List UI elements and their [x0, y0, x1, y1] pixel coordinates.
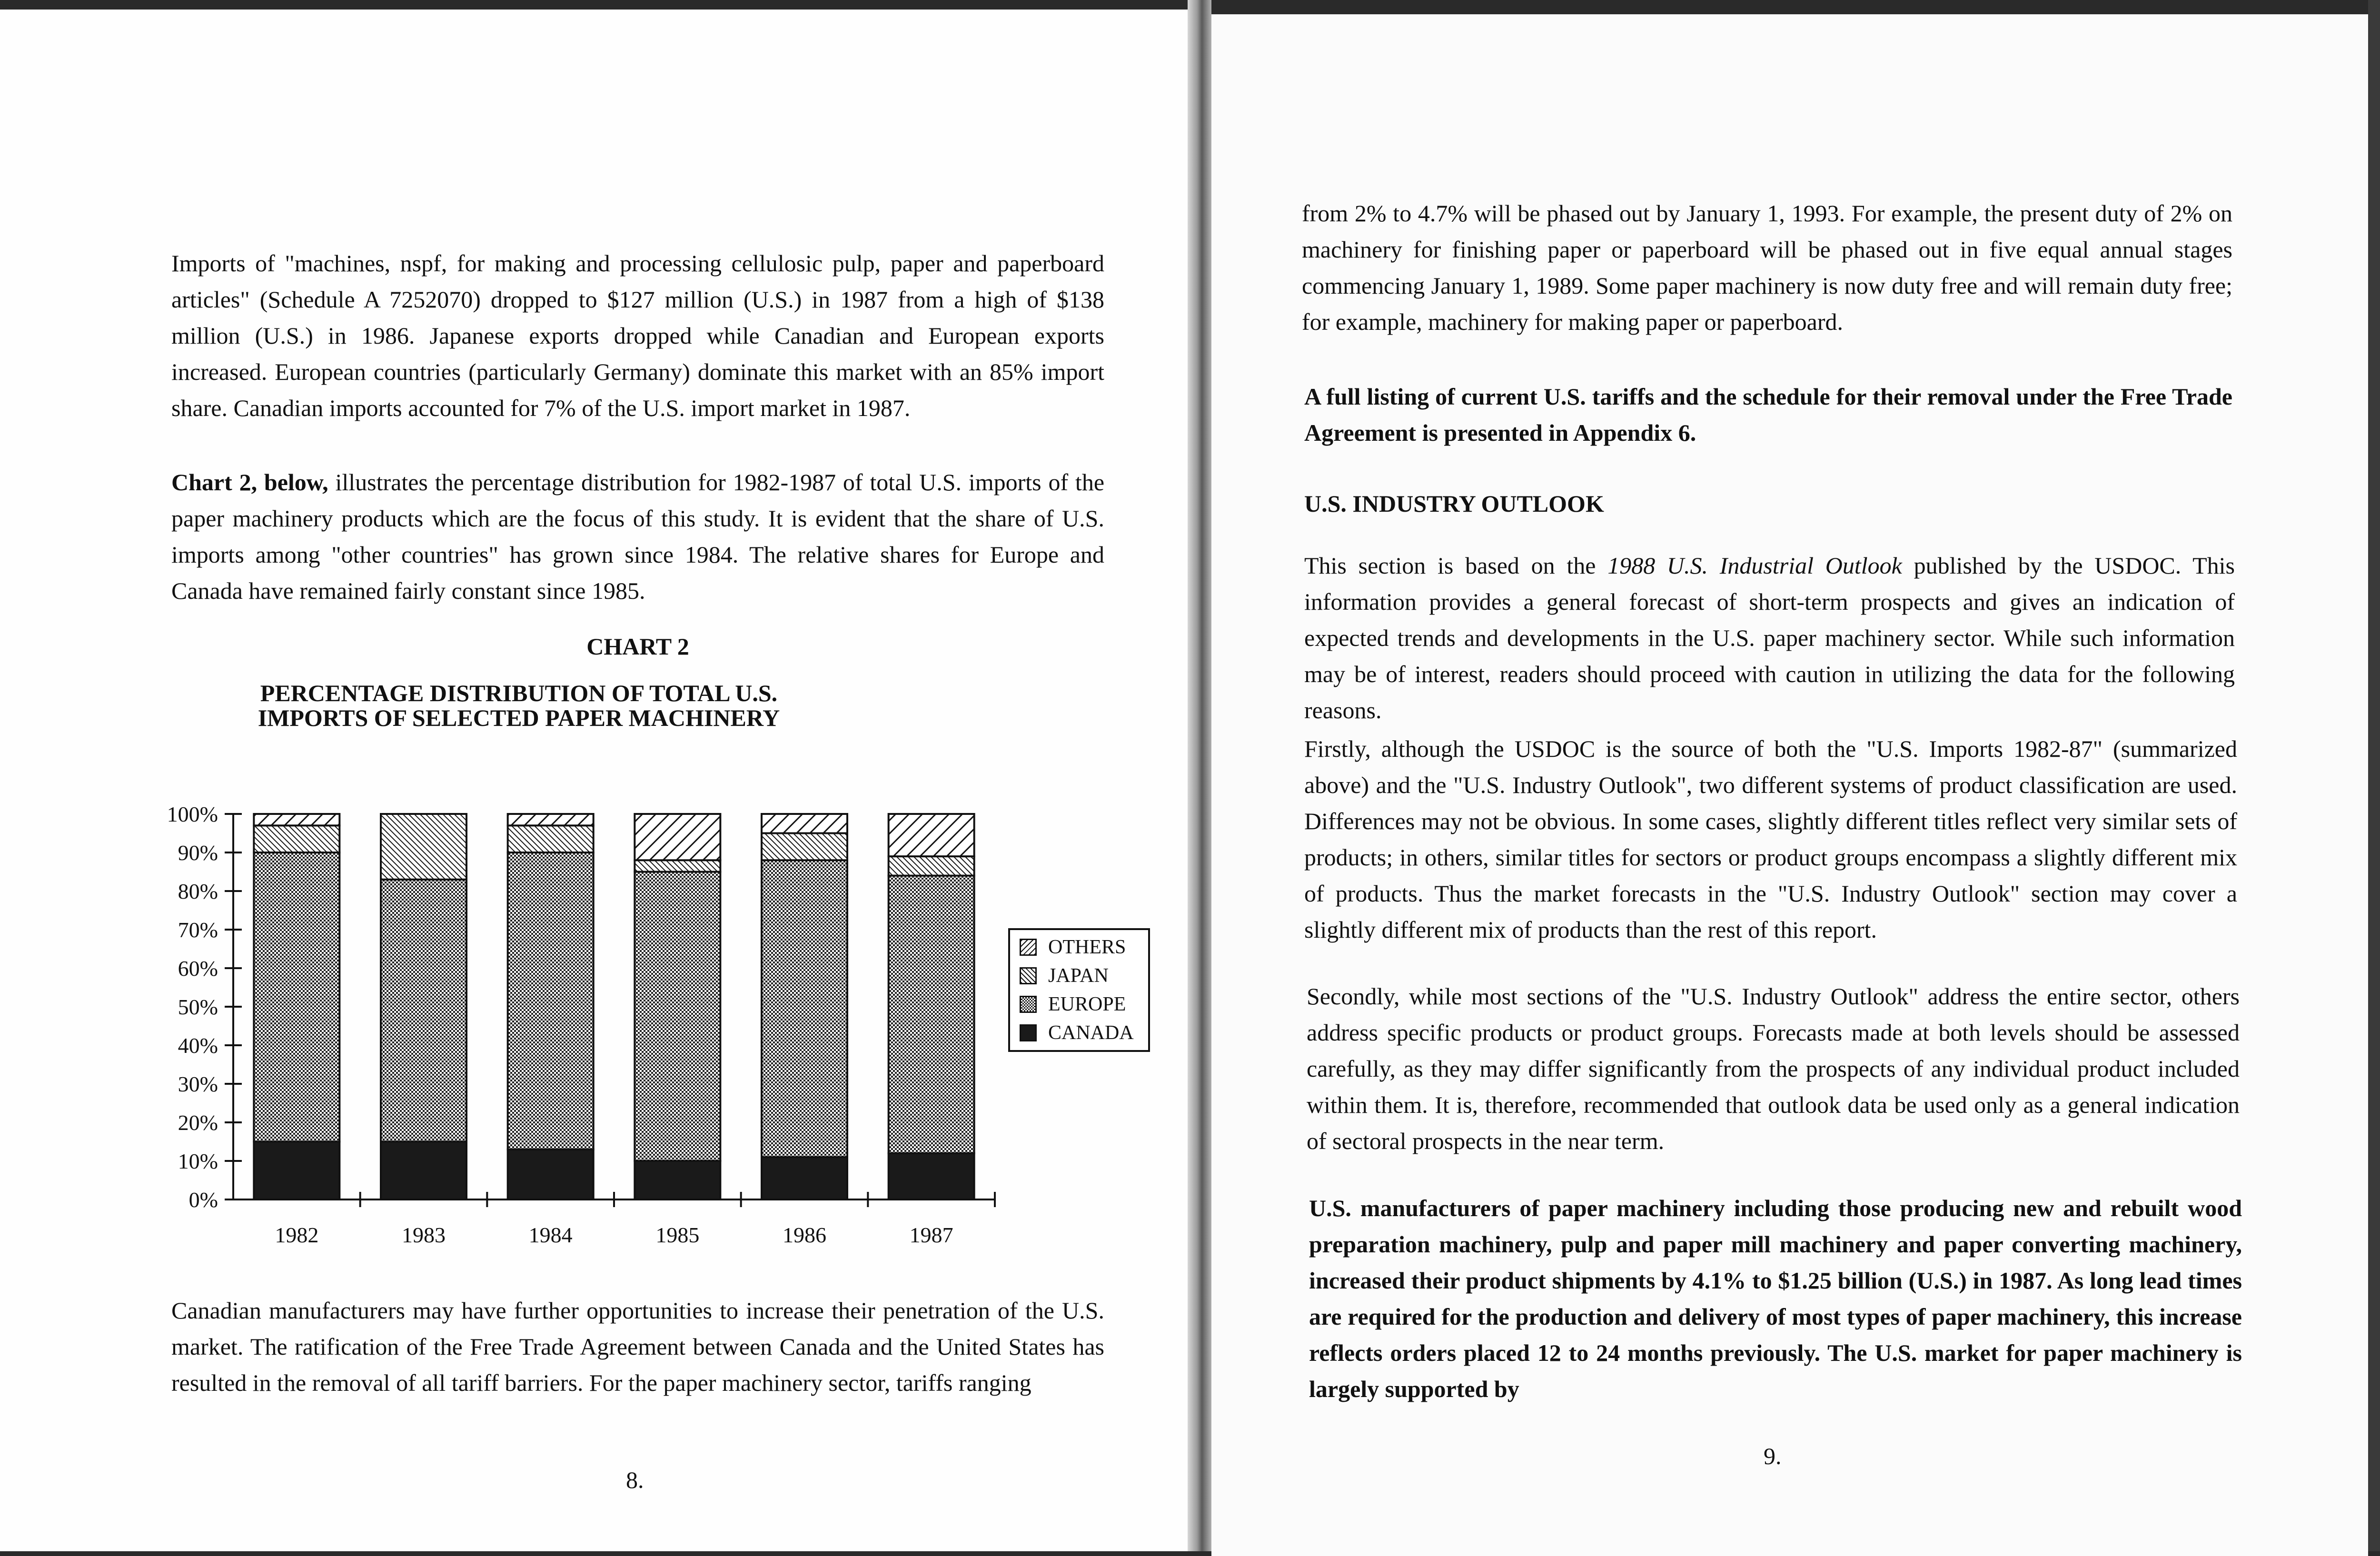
- bar-segment-others-1984: [508, 814, 594, 825]
- legend-item-others: [1020, 933, 1139, 961]
- x-tick-label: 1982: [275, 1223, 319, 1247]
- stacked-bar-chart: [162, 762, 1047, 1266]
- y-tick-label: 40%: [178, 1033, 218, 1058]
- bar-segment-canada-1982: [254, 1142, 339, 1200]
- right-paragraph-1: from 2% to 4.7% will be phased out by January 1, 1993. For example, the present duty of 2% on machinery for finishing paper or paperboard will be phased out in five equal annual stages commencing January 1, 1989. Some paper machinery is now duty free and will remain duty free; for example, machinery for making paper or paperboard.: [1302, 200, 2232, 335]
- bar-segment-others-1985: [635, 814, 720, 860]
- bar-segment-europe-1986: [762, 860, 847, 1157]
- y-tick-label: 70%: [178, 918, 218, 942]
- bar-segment-canada-1987: [889, 1153, 974, 1199]
- legend-item-japan: [1020, 961, 1139, 990]
- bar-segment-canada-1983: [381, 1142, 466, 1200]
- legend-label: OTHERS: [1048, 936, 1126, 958]
- publication-title: 1988 U.S. Industrial Outlook: [1607, 552, 1902, 579]
- right-paragraph-6: U.S. manufacturers of paper machinery including those producing new and rebuilt wood preparation machinery, pulp and paper mill machinery and paper converting machinery, increased their product shipments by 4.1% to $1.25 billion (U.S.) in 1987. As long lead times are required for the production and delivery of most types of paper machinery, this increase reflects orders placed 12 to 24 months previously. The U.S. market for paper machinery is largely supported by: [1309, 1195, 2242, 1402]
- bar-segment-japan-1982: [254, 825, 339, 852]
- legend-item-canada: [1020, 1019, 1139, 1047]
- right-page: [1211, 14, 2368, 1556]
- left-page: [0, 10, 1188, 1551]
- y-tick-label: 0%: [188, 1188, 218, 1212]
- chart-label: CHART 2: [586, 633, 689, 660]
- y-tick-label: 60%: [178, 956, 218, 981]
- bar-segment-canada-1985: [635, 1161, 720, 1199]
- bar-segment-japan-1984: [508, 825, 594, 852]
- background-edge: [2368, 0, 2380, 1551]
- y-tick-label: 90%: [178, 841, 218, 865]
- left-paragraph-3: Canadian manufacturers may have further opportunities to increase their penetration of the U.S. market. The ratification of the Free Trade Agreement between Canada and the United States has resulted in the removal of all tariff barriers. For the paper machinery sector, tariffs ranging: [171, 1297, 1104, 1396]
- y-tick-label: 30%: [178, 1072, 218, 1096]
- legend-item-europe: [1020, 990, 1139, 1019]
- x-tick-label: 1984: [528, 1223, 573, 1247]
- bar-segment-europe-1984: [508, 852, 594, 1150]
- bar-segment-canada-1986: [762, 1157, 847, 1199]
- legend-label: EUROPE: [1048, 993, 1126, 1015]
- legend-swatch: [1020, 967, 1037, 984]
- bar-segment-others-1986: [762, 814, 847, 833]
- section-heading: U.S. INDUSTRY OUTLOOK: [1304, 490, 1604, 517]
- book-gutter: [1188, 0, 1211, 1551]
- y-tick-label: 20%: [178, 1110, 218, 1135]
- bar-segment-canada-1984: [508, 1150, 594, 1199]
- page-number-left: 8.: [626, 1467, 644, 1493]
- legend-swatch: [1020, 996, 1037, 1013]
- y-tick-label: 10%: [178, 1149, 218, 1173]
- bar-segment-europe-1987: [889, 876, 974, 1153]
- x-tick-label: 1987: [909, 1223, 953, 1247]
- legend-label: CANADA: [1048, 1022, 1134, 1044]
- left-paragraph-1: Imports of "machines, nspf, for making and processing cellulosic pulp, paper and paperboard articles" (Schedule A 7252070) dropped to $127 million (U.S.) in 1987 from a high of $138 million (U.S.) in 1986. Japanese exports dropped while Canadian and European exports increased. European countries (particularly Germany) dominate this market with an 85% import share. Canadian imports accounted for 7% of the U.S. import market in 1987.: [171, 250, 1104, 421]
- bar-segment-japan-1985: [635, 860, 720, 872]
- legend-swatch: [1020, 1024, 1037, 1041]
- bar-segment-europe-1983: [381, 880, 466, 1142]
- right-paragraph-4: Firstly, although the USDOC is the source of both the "U.S. Imports 1982-87" (summarized above) and the "U.S. Industry Outlook", two different systems of product classification are used. Differences may not be obvious. In some cases, slightly different titles reflect very similar sets of products; in others, similar titles for sectors or product groups encompass a slightly different mix of products. Thus the market forecasts in the "U.S. Industry Outlook" section may cover a slightly different mix of products than the rest of this report.: [1304, 735, 2237, 943]
- page-number-right: 9.: [1764, 1443, 1782, 1469]
- chart-legend: [1008, 928, 1150, 1052]
- chart-title: PERCENTAGE DISTRIBUTION OF TOTAL U.S. IMPORTS OF SELECTED PAPER MACHINERY: [258, 680, 780, 731]
- bar-segment-others-1987: [889, 814, 974, 856]
- legend-swatch: [1020, 939, 1037, 956]
- right-paragraph-3-end: published by the USDOC. This information provides a general forecast of short-term prospects and gives an indication of expected trends and developments in the U.S. paper machinery sector. While such information may be of interest, readers should proceed with caution in utilizing the data for the following reasons.: [1304, 552, 2235, 723]
- x-tick-label: 1986: [783, 1223, 826, 1247]
- right-paragraph-2: A full listing of current U.S. tariffs and the schedule for their removal under the Free Trade Agreement is presented in Appendix 6.: [1304, 383, 2232, 446]
- legend-label: JAPAN: [1048, 965, 1109, 987]
- bar-segment-others-1982: [254, 814, 339, 825]
- left-paragraph-2: [171, 464, 1104, 609]
- left-paragraph-2-text: illustrates the percentage distribution for 1982-1987 of total U.S. imports of the paper machinery products which are the focus of this study. It is evident that the share of U.S. imports among "other countries" has grown since 1984. The relative shares for Europe and Canada have remained fairly constant since 1985.: [171, 469, 1105, 604]
- y-tick-label: 100%: [167, 802, 218, 826]
- y-tick-label: 80%: [178, 879, 218, 903]
- right-paragraph-5: Secondly, while most sections of the "U.S. Industry Outlook" address the entire sector, others address specific products or product groups. Forecasts made at both levels should be assessed carefully, as they may differ significantly from the prospects of any individual product included within them. It is, therefore, recommended that outlook data be used only as a general indication of sectoral prospects in the near term.: [1307, 983, 2240, 1154]
- y-tick-label: 50%: [178, 995, 218, 1019]
- bar-segment-japan-1983: [381, 814, 466, 880]
- right-paragraph-3-start: This section is based on the: [1304, 552, 1608, 579]
- x-tick-label: 1983: [402, 1223, 446, 1247]
- bar-segment-europe-1982: [254, 852, 339, 1142]
- x-tick-label: 1985: [655, 1223, 700, 1247]
- right-paragraph-3: [1304, 547, 2235, 728]
- bar-segment-japan-1987: [889, 856, 974, 876]
- bar-segment-europe-1985: [635, 872, 720, 1161]
- bar-segment-japan-1986: [762, 833, 847, 861]
- chart-reference: Chart 2, below,: [171, 469, 328, 496]
